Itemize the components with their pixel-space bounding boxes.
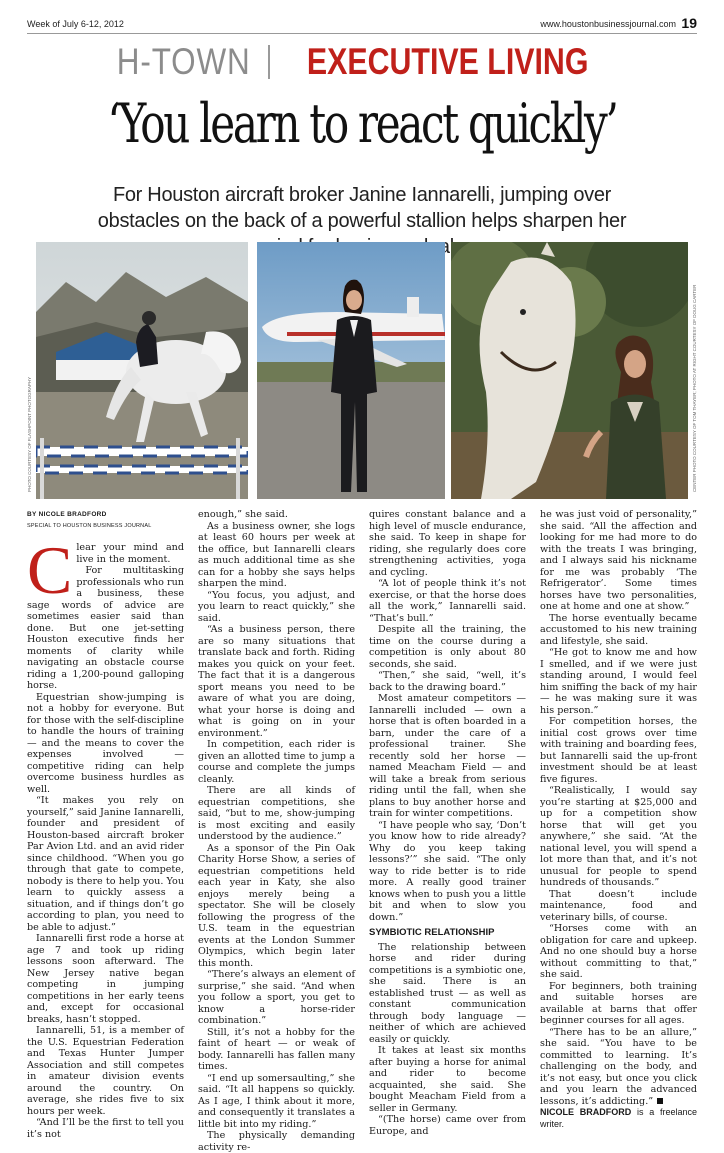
photo-jet-portrait bbox=[257, 242, 445, 499]
paragraph: “He got to know me and how I smelled, and if we were just standing around, I would feel him sniffing the back of my hair — he was making sure it was his person.” bbox=[540, 647, 697, 716]
paragraph: “I have people who say, ‘Don’t you know how to ride already? Why do you keep taking lessons?’” she said. “The only way to ride better is to ride more. A really good trainer knows when to push you a little bit and when to slow you down.” bbox=[369, 819, 526, 923]
photo-credit-right: CENTER PHOTO COURTESY OF TOM THAYER; PHOTO AT RIGHT COURTESY OF DOUG CARTER bbox=[692, 284, 697, 492]
author-bio-name: NICOLE BRADFORD bbox=[540, 1107, 632, 1117]
subhead: SYMBIOTIC RELATIONSHIP bbox=[369, 927, 495, 938]
paragraph: “As a business person, there are so many situations that translate back and forth. Riding makes you quick on your feet. The fact that it is a dangerous sport means you need to be aware of what you are doing, what your horse is doing and what is going on in your environment.” bbox=[198, 624, 355, 739]
paragraph: “A lot of people think it’s not exercise, or that the horse does all the work,” Iannarelli said. “That’s bull.” bbox=[369, 578, 526, 624]
paragraph: “You focus, you adjust, and you learn to react quickly,” she said. bbox=[198, 589, 355, 624]
section-divider bbox=[268, 45, 270, 79]
paragraph: In competition, each rider is given an allotted time to jump a course and complete the jumps cleanly. bbox=[198, 739, 355, 785]
article-column-4 bbox=[540, 509, 697, 1130]
website-url: www.houstonbusinessjournal.com bbox=[540, 19, 676, 29]
byline: BY NICOLE BRADFORD bbox=[27, 511, 107, 518]
paragraph: “Realistically, I would say you’re starting at $25,000 and up for a competition show horse that will get you anywhere,” she said. “At the national level, you will spend a lot more than that, and it’s not unusual for people to spend hundreds of thousands.” bbox=[540, 785, 697, 888]
paragraph: “There’s always an element of surprise,” she said. “And when you follow a sport, you get to know a horse-rider combination.” bbox=[198, 969, 355, 1026]
paragraph: It takes at least six months after buying a horse for animal and rider to become acquainted, she said. She bought Meacham Field from a seller in Germany. bbox=[369, 1045, 526, 1114]
section-label-left: H-TOWN bbox=[116, 41, 251, 82]
article-column-1 bbox=[27, 509, 184, 1140]
paragraph: The horse eventually became accustomed to his new training and lifestyle, she said. bbox=[540, 612, 697, 647]
paragraph: The relationship between horse and rider during competitions is a symbiotic one, she said. There is an established trust — as well as constant communication through body language — neither of which are achieved easily or quickly. bbox=[369, 941, 526, 1045]
paragraph: “It makes you rely on yourself,” said Janine Iannarelli, founder and president of Houston-based aircraft broker Par Avion Ltd. and an avid rider since childhood. “When you go through that gate to compete, nobody is there to help you. You learn to quickly assess a situation, and if things don’t go according to plan, you need to be able to adjust.” bbox=[27, 795, 184, 933]
paragraph: Still, it’s not a hobby for the faint of heart — or weak of body. Iannarelli has fallen many times. bbox=[198, 1026, 355, 1072]
paragraph bbox=[540, 1027, 697, 1108]
section-label-right: EXECUTIVE LIVING bbox=[306, 41, 589, 82]
issue-date: Week of July 6-12, 2012 bbox=[27, 19, 124, 29]
section-header bbox=[0, 40, 724, 84]
paragraph: As a sponsor of the Pin Oak Charity Horse Show, a series of equestrian competitions held each year in Katy, she also enjoys merely being a spectator. She will be closely following the progress of the U.S. team in the equestrian events at the London Summer Olympics, which begin later this month. bbox=[198, 842, 355, 969]
paragraph: “And I’ll be the first to tell you it’s not bbox=[27, 1117, 184, 1140]
paragraph: enough,” she said. bbox=[198, 509, 288, 520]
article-column-3 bbox=[369, 509, 526, 1137]
author-bio bbox=[540, 1107, 697, 1130]
lead-paragraph bbox=[27, 532, 184, 608]
paragraph: There are all kinds of equestrian competitions, she said, “but to me, show-jumping is most exciting and easily understood by the audience.” bbox=[198, 785, 355, 842]
paragraph: Most amateur competitors — Iannarelli included — own a horse that is often boarded in a barn, under the care of a professional trainer. She recently sold her horse — named Meacham Field — and will take a break from serious riding until the fall, when she plans to buy another horse and train for winter competitions. bbox=[369, 693, 526, 819]
article-column-2 bbox=[198, 509, 355, 1153]
headline: ‘You learn to react quickly’ bbox=[107, 92, 617, 155]
paragraph: “I end up somersaulting,” she said. “It all happens so quickly. As I age, I think about it more, and consequently it translates a little bit into my riding.” bbox=[198, 1072, 355, 1130]
paragraph: Despite all the training, the time on the course during a competition is only about 80 seconds, she said. bbox=[369, 624, 526, 670]
article-body bbox=[27, 509, 697, 1153]
author-bio-text: is a freelance writer. bbox=[540, 1107, 697, 1129]
paragraph: Iannarelli first rode a horse at age 7 and took up riding lessons soon afterward. The New Jersey native began competing in jumping competitions in her early teens and, except for occasional breaks, hasn’t stopped. bbox=[27, 933, 184, 1025]
page-number: 19 bbox=[681, 15, 697, 31]
paragraph: The physically demanding activity re- bbox=[198, 1130, 355, 1153]
lead-text: lear your mind and live in the moment. bbox=[76, 542, 184, 565]
end-mark-icon bbox=[657, 1098, 663, 1104]
paragraph: Iannarelli, 51, is a member of the U.S. Equestrian Federation and Texas Hunter Jumper Association and still competes in amateur division events around the country. On average, she rides five to six hours per week. bbox=[27, 1025, 184, 1117]
closing-quote: “There has to be an allure,” she said. “You have to be committed to learning. It’s challenging on the body, and it’s not easy, but once you click and you learn the advanced lessons, it’s addicting.” bbox=[540, 1026, 697, 1107]
paragraph: For multitasking professionals who run a business, these sage words of advice are sometimes easier said than done. But one jet-setting Houston executive finds her moments of clarity while navigating an obstacle course riding a 1,200-pound galloping horse. bbox=[27, 565, 184, 691]
photo-horse-portrait-image bbox=[451, 242, 688, 499]
paragraph: For beginners, both training and suitable horses are available at barns that offer beginner courses for all ages. bbox=[540, 980, 697, 1026]
paragraph: “Horses come with an obligation for care and upkeep. And no one should buy a horse without committing to that,” she said. bbox=[540, 923, 697, 980]
photo-rider-jumping-image bbox=[36, 242, 248, 499]
paragraph: Equestrian show-jumping is not a hobby for everyone. But for those with the self-discipline to handle the hours of training — and the means to cover the expenses involved — competitive riding can help overcome business hurdles as well. bbox=[27, 691, 184, 795]
header-rule bbox=[27, 33, 697, 34]
paragraph: quires constant balance and a high level of muscle endurance, she said. To keep in shape for riding, she regularly does core strengthening activities, yoga and cycling. bbox=[369, 509, 526, 578]
deck: For Houston aircraft broker Janine Iannarelli, jumping over obstacles on the back of a powerful stallion helps sharpen her bbox=[97, 184, 627, 232]
photo-horse-portrait bbox=[451, 242, 688, 499]
photo-jet-portrait-image bbox=[257, 242, 445, 499]
paragraph: “(The horse) came over from Europe, and bbox=[369, 1114, 526, 1137]
paragraph: That doesn’t include maintenance, food and veterinary bills, of course. bbox=[540, 888, 697, 923]
paragraph: For competition horses, the initial cost grows over time with training and boarding fees, but Iannarelli said the up-front investment should be at least five figures. bbox=[540, 716, 697, 785]
paragraph: he was just void of personality,” she said. “All the affection and looking for me had more to do with the treats I was bringing, and I always said his nickname for me was probably ‘The Refrigerator’. Some times horses have two personalities, one at home and one at show.” bbox=[540, 509, 697, 612]
photo-credit-left: PHOTO COURTESY OF FLASHPOINT PHOTOGRAPHY bbox=[27, 376, 32, 492]
paragraph: As a business owner, she logs at least 60 hours per week at the office, but Iannarelli clears as much additional time as she can for a hobby she says helps sharpen the mind. bbox=[198, 520, 355, 589]
paragraph: “Then,” she said, “well, it’s back to the drawing board.” bbox=[369, 670, 526, 693]
byline-affiliation: SPECIAL TO HOUSTON BUSINESS JOURNAL bbox=[27, 522, 152, 529]
drop-cap: C bbox=[27, 532, 73, 608]
photo-rider-jumping bbox=[36, 242, 248, 499]
